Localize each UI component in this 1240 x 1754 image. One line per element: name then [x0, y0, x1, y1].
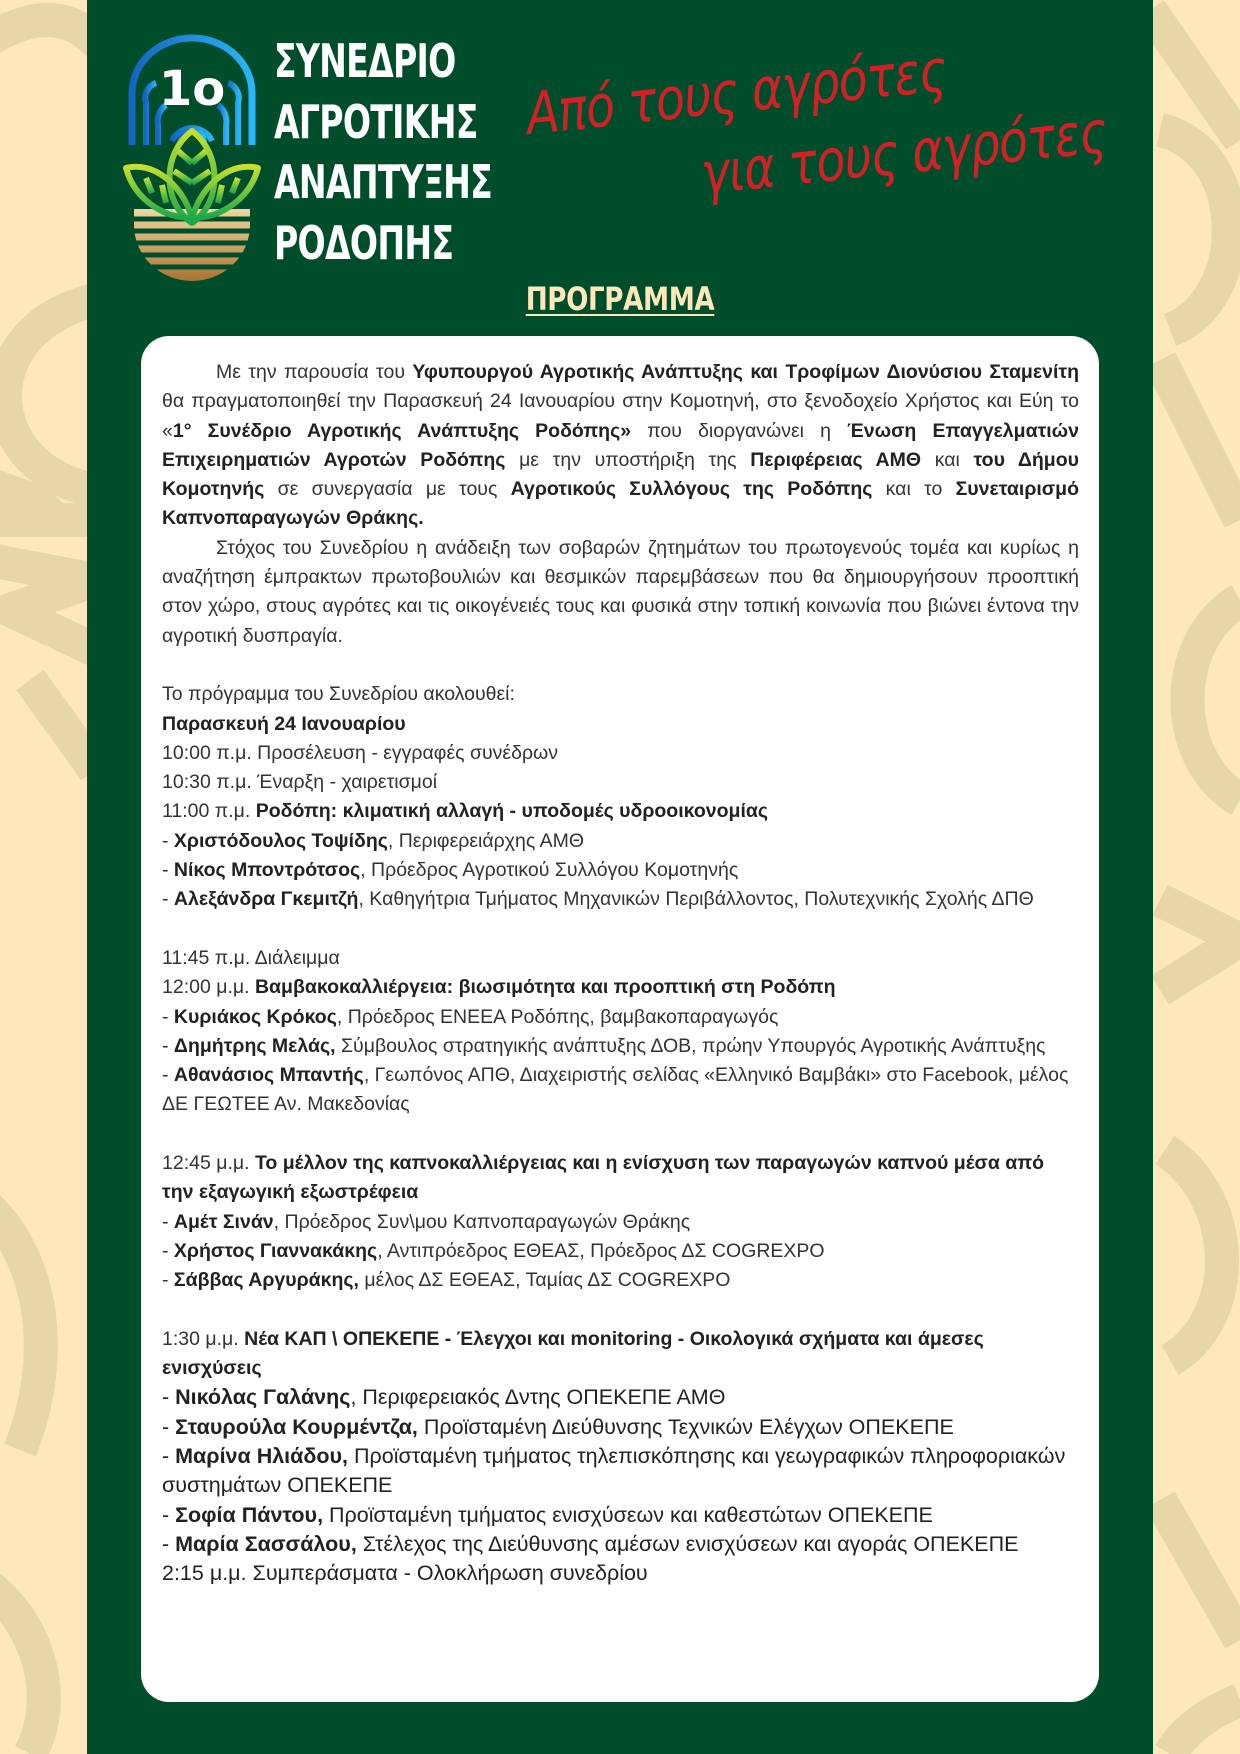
intro-run: με την υποστήριξη της [505, 448, 751, 471]
speaker-role: , Περιφερειακός Δντης ΟΠΕΚΕΠΕ ΑΜΘ [350, 1385, 726, 1410]
speaker-item [162, 1383, 1079, 1412]
intro-run: Με την παρουσία του [216, 361, 413, 383]
schedule-time: 12:45 μ.μ. [162, 1152, 250, 1175]
conference-logo [122, 33, 262, 281]
schedule-title: Ροδόπη: κλιματική αλλαγή - υποδομές υδροοικονομίας [255, 800, 768, 823]
schedule-title: Προσέλευση - εγγραφές συνέδρων [257, 741, 559, 764]
speaker-name: Σοφία Πάντου, [175, 1502, 324, 1527]
schedule-item [162, 973, 1079, 1002]
speaker-name: Χρήστος Γιαννακάκης [173, 1239, 378, 1262]
schedule-time: 1:30 μ.μ. [162, 1327, 239, 1350]
schedule-title: Βαμβακοκαλλιέργεια: βιωσιμότητα και προοπτική στη Ροδόπη [254, 976, 836, 999]
schedule-item [162, 944, 1079, 973]
closing-title: Συμπεράσματα - Ολοκλήρωση συνεδρίου [252, 1561, 648, 1586]
schedule-title: Το μέλλον της καπνοκαλλιέργειας και η ενίσχυση των παραγωγών καπνού μέσα από την εξαγωγική εξωστρέφεια [162, 1152, 1045, 1204]
speaker-name: Σάββας Αργυράκης, [173, 1269, 359, 1292]
speaker-dash: - [162, 1443, 176, 1468]
speaker-dash: - [162, 1385, 176, 1410]
speaker-item [162, 1442, 1079, 1501]
program-card [141, 336, 1099, 1702]
speaker-item [162, 856, 1079, 885]
program-day [162, 710, 1079, 739]
speaker-item [162, 1413, 1079, 1442]
speaker-dash: - [162, 888, 174, 911]
schedule-item [162, 739, 1079, 768]
schedule-item [162, 1149, 1079, 1208]
speaker-item [162, 1501, 1079, 1530]
speaker-role: μέλος ΔΣ ΕΘΕΑΣ, Ταμίας ΔΣ COGREXPO [358, 1269, 731, 1292]
sessions-list [162, 739, 1079, 1589]
schedule-item [162, 797, 1079, 826]
speaker-dash: - [162, 1414, 176, 1439]
speaker-dash: - [162, 1005, 174, 1028]
program-content [162, 358, 1079, 1588]
speaker-item [162, 1530, 1079, 1559]
speaker-item [162, 1208, 1079, 1237]
schedule-time: 11:45 π.μ. [162, 946, 251, 969]
speaker-item [162, 827, 1079, 856]
speaker-name: Κυριάκος Κρόκος [173, 1005, 337, 1028]
intro-paragraph-2: Στόχος του Συνεδρίου η ανάδειξη των σοβαρών ζητημάτων του πρωτογενούς τομέα και κυρίως η αναζήτηση έμπρακτων πρωτοβουλιών και θεσμικών παρεμβάσεων που θα δημιουργήσουν προοπτική στον χώρο, στους αγρότες και τις οικογένειές τους και φυσικά στην τοπική κοινωνία που βιώνει έντονα την αγροτική δυσπραγία. [162, 536, 1079, 647]
speaker-role: , Αντιπρόεδρος ΕΘΕΑΣ, Πρόεδρος ΔΣ COGREXPO [377, 1239, 825, 1262]
title-line: ΑΓΡΟΤΙΚΗΣ [274, 94, 478, 149]
closing-time: 2:15 μ.μ. [162, 1561, 247, 1586]
speaker-name: Σταυρούλα Κουρμέντζα, [175, 1414, 418, 1439]
speaker-dash: - [162, 1210, 174, 1233]
program-heading: ΠΡΟΓΡΑΜΜΑ [525, 280, 715, 318]
schedule-time: 11:00 π.μ. [162, 800, 251, 823]
badge-number: 1ο [158, 61, 226, 117]
slogan-line-2: για τους αγρότες [697, 97, 1110, 208]
speaker-role: Σύμβουλος στρατηγικής ανάπτυξης ΔΟΒ, πρώην Υπουργός Αγροτικής Ανάπτυξης [335, 1034, 1046, 1057]
speaker-item [162, 1061, 1079, 1120]
speaker-dash: - [162, 859, 174, 882]
speaker-name: Αλεξάνδρα Γκεμιτζή [173, 888, 359, 911]
speaker-role: Προϊσταμένη τμήματος ενισχύσεων και καθεστώτων ΟΠΕΚΕΠΕ [323, 1502, 933, 1527]
intro-run: σε συνεργασία με τους [264, 478, 511, 501]
intro-bold-run: Ένωση Επαγγελματιών Επιχειρηματιών Αγροτών Ροδόπης [162, 419, 1080, 471]
intro-run: και το [872, 478, 956, 501]
speaker-dash: - [162, 1239, 174, 1262]
speaker-name: Νικόλας Γαλάνης [175, 1385, 351, 1410]
intro-run: που διοργανώνει η [631, 419, 848, 442]
speaker-name: Αμέτ Σινάν [173, 1210, 274, 1233]
speaker-role: , Περιφερειάρχης ΑΜΘ [387, 829, 584, 852]
intro-bold-run: Περιφέρειας ΑΜΘ [750, 448, 922, 471]
schedule-time: 10:00 π.μ. [162, 741, 252, 764]
speaker-role: , Καθηγήτρια Τμήματος Μηχανικών Περιβάλλοντος, Πολυτεχνικής Σχολής ΔΠΘ [358, 888, 1034, 911]
speaker-name: Αθανάσιος Μπαντής [173, 1064, 364, 1087]
conference-title [274, 31, 492, 273]
title-line: ΣΥΝΕΔΡΙΟ [274, 34, 456, 88]
intro-bold-run: 1° Συνέδριο Αγροτικής Ανάπτυξης Ροδόπης» [172, 419, 632, 442]
speaker-name: Μαρίνα Ηλιάδου, [175, 1443, 349, 1468]
schedule-item [162, 1325, 1079, 1384]
speaker-role: , Γεωπόνος ΑΠΘ, Διαχειριστής σελίδας «Ελληνικό Βαμβάκι» στο Facebook, μέλος ΔΕ ΓΕΩΤΕΕ Αν. Μακεδονίας [162, 1064, 1069, 1116]
program-day-label: Παρασκευή 24 Ιανουαρίου [162, 712, 406, 735]
slogan-line-1: Από τους αγρότες [522, 36, 950, 148]
speaker-dash: - [162, 1034, 174, 1057]
speaker-role: Στέλεχος της Διεύθυνσης αμέσων ενισχύσεων και αγοράς ΟΠΕΚΕΠΕ [356, 1531, 1019, 1556]
schedule-title: Διάλειμμα [254, 946, 340, 969]
speaker-dash: - [162, 1502, 176, 1527]
schedule-title: Έναρξη - χαιρετισμοί [257, 771, 438, 794]
program-heading-wrap [0, 280, 1240, 318]
speaker-dash: - [162, 829, 174, 852]
speaker-item [162, 1003, 1079, 1032]
speaker-item [162, 1032, 1079, 1061]
speaker-dash: - [162, 1269, 174, 1292]
intro-bold-run: του Δήμου Κομοτηνής [162, 448, 1079, 501]
intro-paragraph-1 [162, 358, 1079, 534]
slogan [522, 36, 1110, 228]
title-line: ΡΟΔΟΠΗΣ [274, 215, 454, 270]
speaker-item [162, 1237, 1079, 1266]
title-line: ΑΝΑΠΤΥΞΗΣ [274, 155, 493, 209]
closing-item [162, 1559, 1079, 1588]
speaker-dash: - [162, 1531, 176, 1556]
speaker-name: Νίκος Μποντρότσος [173, 859, 361, 882]
speaker-role: , Πρόεδρος Αγροτικού Συλλόγου Κομοτηνής [360, 859, 739, 882]
speaker-item [162, 1266, 1079, 1295]
speaker-name: Δημήτρης Μελάς, [173, 1034, 336, 1057]
spacer [162, 651, 1079, 680]
program-intro: Το πρόγραμμα του Συνεδρίου ακολουθεί: [162, 683, 515, 706]
intro-run: και [921, 448, 974, 471]
schedule-title: Νέα ΚΑΠ \ ΟΠΕΚΕΠΕ - Έλεγχοι και monitoring - Οικολογικά σχήματα και άμεσες ενισχύσεις [162, 1327, 984, 1380]
speaker-role: Προϊσταμένη τμήματος τηλεπισκόπησης και γεωγραφικών πληροφοριακών συστημάτων ΟΠΕΚΕΠΕ [162, 1443, 1066, 1498]
speaker-name: Χριστόδουλος Τοψίδης [173, 829, 388, 852]
speaker-item [162, 885, 1079, 914]
speaker-name: Μαρία Σασσάλου, [175, 1531, 357, 1556]
intro-bold-run: Αγροτικούς Συλλόγους της Ροδόπης [510, 478, 873, 501]
schedule-time: 10:30 π.μ. [162, 771, 252, 794]
intro-bold-run: Υφυπουργού Αγροτικής Ανάπτυξης και Τροφίμων Διονύσιου Σταμενίτη [412, 361, 1079, 383]
schedule-time: 12:00 μ.μ. [162, 976, 250, 999]
speaker-role: , Πρόεδρος Συν\μου Καπνοπαραγωγών Θράκης [273, 1210, 691, 1233]
speaker-role: , Πρόεδρος ΕΝΕΕΑ Ροδόπης, βαμβακοπαραγωγός [336, 1005, 779, 1028]
speaker-role: Προϊσταμένη Διεύθυνσης Τεχνικών Ελέγχων ΟΠΕΚΕΠΕ [417, 1414, 954, 1439]
schedule-item [162, 768, 1079, 797]
spacer [162, 1120, 1079, 1149]
intro-bold-run: Συνεταιρισμό Καπνοπαραγωγών Θράκης. [162, 478, 1079, 530]
spacer [162, 1296, 1079, 1325]
spacer [162, 915, 1079, 944]
intro-run: θα πραγματοποιηθεί την Παρασκευή 24 Ιανουαρίου στην Κομοτηνή, στο ξενοδοχείο Χρήστος και Εύη το « [162, 390, 1079, 442]
speaker-dash: - [162, 1064, 174, 1087]
